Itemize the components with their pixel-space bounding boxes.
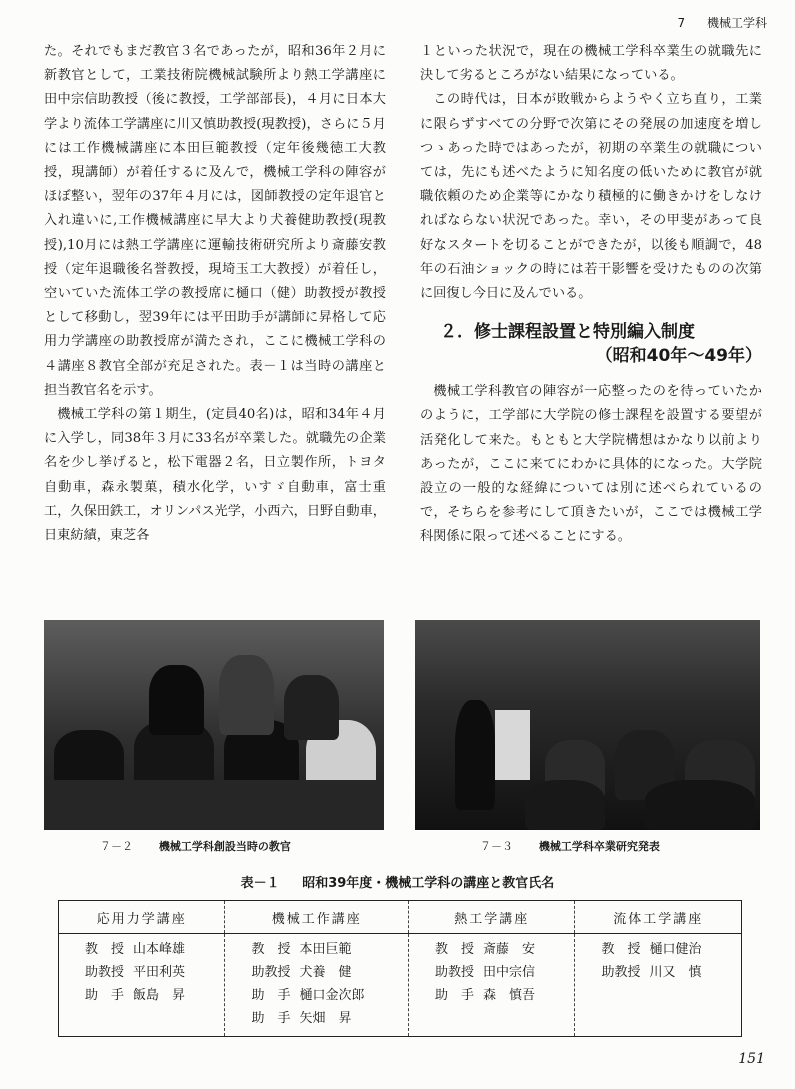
staff-member xyxy=(601,938,741,961)
staff-member xyxy=(251,961,408,984)
page-number: 151 xyxy=(738,1051,765,1067)
column-header: 機械工作講座 xyxy=(225,901,409,934)
staff-name: 飯島 昇 xyxy=(133,988,186,1003)
chapter-number: 7 xyxy=(677,16,686,30)
table-cell xyxy=(409,934,575,1037)
figure-caption-text: 機械工学科卒業研究発表 xyxy=(538,840,660,853)
staff-rank: 助 手 xyxy=(435,988,475,1003)
staff-name: 斎藤 安 xyxy=(483,942,536,957)
staff-rank: 助 手 xyxy=(85,988,125,1003)
section-heading xyxy=(420,320,762,368)
staff-rank: 教 授 xyxy=(601,942,641,957)
column-header: 流体工学講座 xyxy=(575,901,742,934)
figure-number: ７－２ xyxy=(100,840,133,853)
staff-member xyxy=(251,1007,408,1030)
table-header-row xyxy=(59,901,742,934)
column-header: 応用力学講座 xyxy=(59,901,225,934)
staff-name: 川又 慎 xyxy=(649,965,702,980)
staff-rank: 助 手 xyxy=(251,1011,291,1026)
staff-name: 山本峰雄 xyxy=(133,942,186,957)
table-title xyxy=(0,872,795,891)
staff-rank: 助教授 xyxy=(435,965,475,980)
staff-name: 矢畑 昇 xyxy=(299,1011,352,1026)
staff-rank: 助教授 xyxy=(251,965,291,980)
figure-number: ７－３ xyxy=(480,840,513,853)
figure-caption xyxy=(480,838,660,854)
staff-rank: 教 授 xyxy=(85,942,125,957)
staff-member xyxy=(85,984,224,1007)
staff-member xyxy=(601,961,741,984)
staff-name: 犬養 健 xyxy=(299,965,352,980)
paragraph: 機械工学科教官の陣容が一応整ったのを待っていたかのように，工学部に大学院の修士課程を設置する要望が活発化して来た。もともと大学院構想はかなり以前よりあったが，ここに来てにわかに具体的になった。大学院設立の一般的な経緯については別に述べられているので，そちらを参考にして頂きたいが，ここでは機械工学科関係に限って述べることにする。 xyxy=(420,384,762,545)
running-header xyxy=(678,14,767,31)
staff-name: 森 慎吾 xyxy=(483,988,536,1003)
table-row xyxy=(59,934,742,1037)
table-cell xyxy=(225,934,409,1037)
staff-name: 樋口金次郎 xyxy=(299,988,365,1003)
staff-rank: 助教授 xyxy=(85,965,125,980)
staff-rank: 助教授 xyxy=(601,965,641,980)
staff-member xyxy=(435,938,574,961)
section-title: ２．修士課程設置と特別編入制度 xyxy=(440,322,695,343)
staff-name: 本田巨範 xyxy=(299,942,352,957)
staff-member xyxy=(85,938,224,961)
table-title-text: 昭和39年度・機械工学科の講座と教官氏名 xyxy=(302,876,555,891)
paragraph: た。それでもまだ教官３名であったが，昭和36年２月に新教官として，工業技術院機械試験所より熱工学講座に田中宗信助教授（後に教授，工学部部長)，４月に日本大学より流体工学講座に川又慎助教授(現教授)，さらに５月には工作機械講座に本田巨範教授（定年後幾徳工大教授，現講師）が着任するに及んで，機械工学科の陣容がほぼ整い，翌年の37年４月には，図師教授の定年退官と入れ違いに,工作機械講座に早大より犬養健助教授(現教授),10月には熱工学講座に運輸技術研究所より斎藤安教授（定年退職後名誉教授，現埼玉工大教授）が着任し，空いていた流体工学の教授席に樋口（健）助教授が教授として移動し，翌39年には平田助手が講師に昇格して応用力学講座の助教授席が満たされ，ここに機械工学科の４講座８教官全部が充足された。表－１は当時の講座と担当教官名を示す。 xyxy=(44,44,386,398)
section-period: （昭和40年～49年） xyxy=(595,346,762,367)
column-header: 熱工学講座 xyxy=(409,901,575,934)
paragraph: 機械工学科の第１期生，(定員40名)は，昭和34年４月に入学し，同38年３月に33名が卒業した。就職先の企業名を少し挙げると，松下電器２名，日立製作所，トヨタ自動車，森永製菓，積水化学，いすゞ自動車，富士重工，久保田鉄工，オリンパス光学，小西六，日野自動車，日東紡績，東芝各 xyxy=(44,407,386,544)
figure-caption-text: 機械工学科創設当時の教官 xyxy=(158,840,291,853)
staff-member xyxy=(435,961,574,984)
table-cell xyxy=(59,934,225,1037)
staff-rank: 助 手 xyxy=(251,988,291,1003)
staff-name: 樋口健治 xyxy=(649,942,702,957)
figure-caption xyxy=(100,838,291,854)
table-number: 表－１ xyxy=(240,876,280,891)
left-column xyxy=(44,40,386,548)
staff-name: 田中宗信 xyxy=(483,965,536,980)
staff-name: 平田利英 xyxy=(133,965,186,980)
staff-member xyxy=(251,984,408,1007)
paragraph: １といった状況で，現在の機械工学科卒業生の就職先に決して劣るところがない結果になっている。 xyxy=(420,44,762,84)
paragraph: この時代は，日本が敗戦からようやく立ち直り，工業に限らずすべての分野で次第にその発展の加速度を増しつゝあった時ではあったが，初期の卒業生の就職については，先にも述べたように知名度の低いために教官が就職依頼のため企業等にかなり積極的に働きかけをしなければならない状況であった。幸い，その甲斐があって良好なスタートを切ることができたが，以後も順調で，48年の石油ショックの時には若干影響を受けたものの次第に回復し今日に及んでいる。 xyxy=(420,92,762,302)
staff-member xyxy=(85,961,224,984)
faculty-table xyxy=(58,900,742,1037)
graduation-presentation-photo xyxy=(415,620,760,830)
staff-member xyxy=(435,984,574,1007)
staff-member xyxy=(251,938,408,961)
staff-rank: 教 授 xyxy=(435,942,475,957)
staff-rank: 教 授 xyxy=(251,942,291,957)
right-column xyxy=(420,40,762,550)
faculty-group-photo xyxy=(44,620,384,830)
chapter-title: 機械工学科 xyxy=(706,16,767,30)
table-cell xyxy=(575,934,742,1037)
